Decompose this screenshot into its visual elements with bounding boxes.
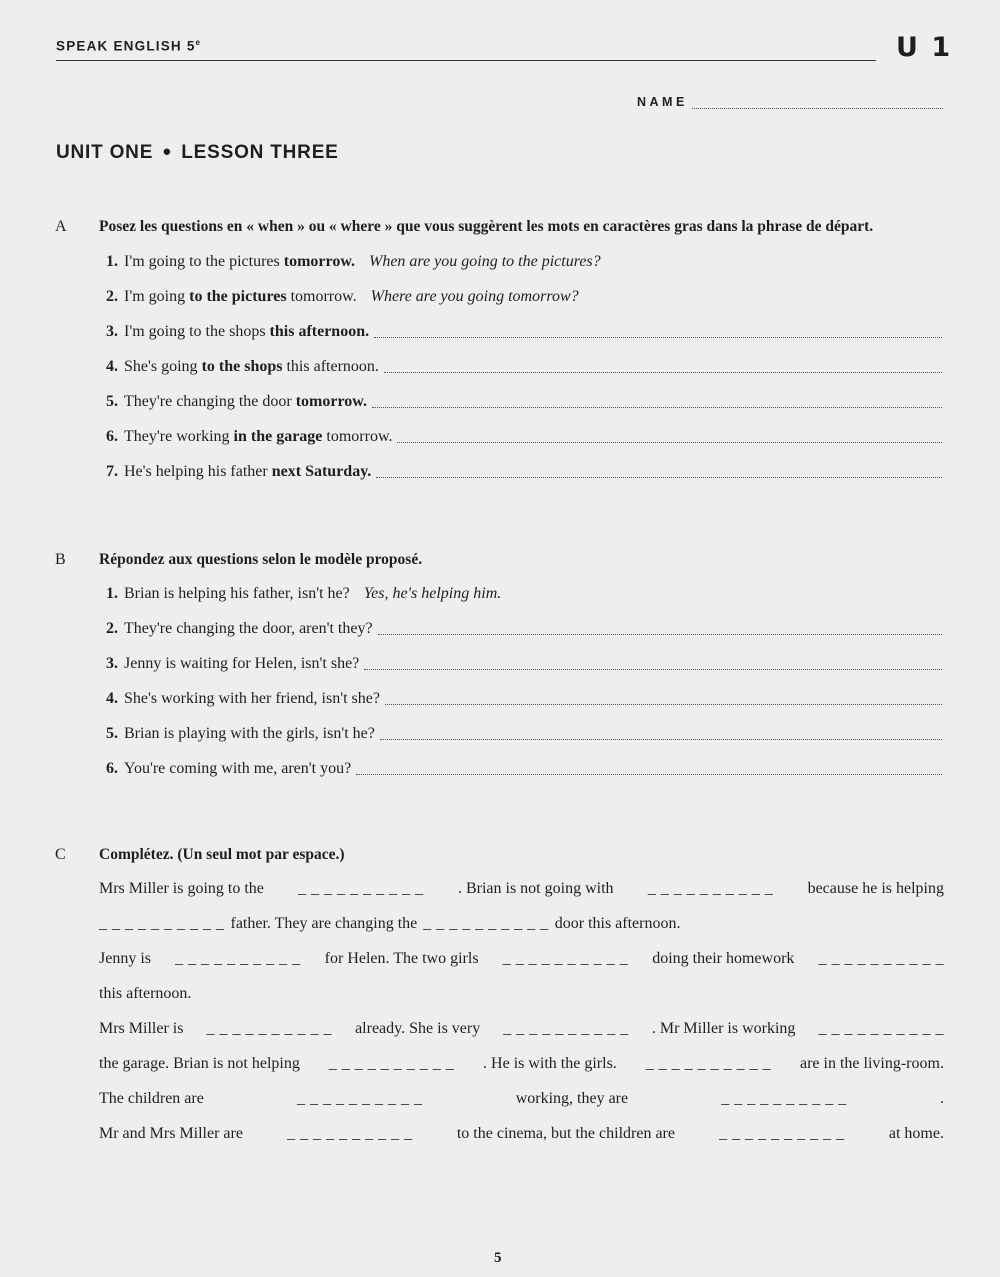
paragraph-text: door this afternoon. [554, 915, 681, 932]
item-question: She's working with her friend, isn't she? [124, 690, 380, 707]
sentence-text: I'm going to the pictures [124, 253, 284, 270]
item-number: 6. [106, 760, 118, 777]
paragraph-line [99, 1020, 944, 1038]
blank-space[interactable]: _ _ _ _ _ _ _ _ _ _ [818, 950, 944, 967]
item-sentence [124, 323, 369, 341]
item-answer: Where are you going tomorrow? [370, 288, 579, 305]
paragraph-text: Jenny is [99, 950, 151, 967]
exercise-item [106, 428, 942, 446]
blank-space[interactable]: _ _ _ _ _ _ _ _ _ _ [297, 1090, 423, 1107]
item-number: 4. [106, 358, 118, 375]
exercise-item [106, 585, 942, 603]
blank-space[interactable]: _ _ _ _ _ _ _ _ _ _ [721, 1090, 847, 1107]
item-question: Brian is helping his father, isn't he? [124, 585, 350, 602]
paragraph-text: Mrs Miller is [99, 1020, 184, 1037]
item-answer: Yes, he's helping him. [363, 585, 502, 602]
name-dotted-line[interactable] [692, 96, 943, 109]
paragraph-text: are in the living-room. [799, 1055, 944, 1072]
blank-space[interactable]: _ _ _ _ _ _ _ _ _ _ [503, 1020, 629, 1037]
blank-space[interactable]: _ _ _ _ _ _ _ _ _ _ [298, 880, 424, 897]
item-sentence [124, 288, 357, 306]
answer-dotted-line[interactable] [364, 657, 942, 670]
exercise-item [106, 725, 942, 743]
sentence-text: I'm going to the shops [124, 323, 270, 340]
paragraph-text: because he is helping [807, 880, 944, 897]
paragraph-line [99, 1125, 944, 1143]
paragraph-line [99, 880, 944, 898]
item-number: 2. [106, 620, 118, 637]
item-number: 5. [106, 393, 118, 410]
item-number: 7. [106, 463, 118, 480]
bullet-separator: ● [162, 143, 173, 160]
blank-space[interactable]: _ _ _ _ _ _ _ _ _ _ [502, 950, 629, 967]
item-sentence [124, 428, 392, 446]
paragraph-text: Mrs Miller is going to the [99, 880, 264, 897]
exercise-item [106, 393, 942, 411]
paragraph-line [99, 985, 944, 1003]
item-sentence [124, 393, 367, 411]
exercise-item [106, 620, 942, 638]
item-sentence [124, 253, 355, 271]
paragraph-text: The children are [99, 1090, 204, 1107]
sentence-bold: next Saturday. [271, 463, 372, 480]
unit-code: U 1 [896, 32, 953, 63]
item-sentence [124, 463, 371, 481]
item-question: They're changing the door, aren't they? [124, 620, 373, 637]
sentence-bold: to the shops [201, 358, 283, 375]
sentence-text-end: tomorrow. [322, 428, 393, 445]
exercise-item [106, 253, 942, 271]
item-number: 6. [106, 428, 118, 445]
sentence-bold: to the pictures [189, 288, 287, 305]
header-rule [56, 60, 876, 61]
item-number: 1. [106, 585, 118, 602]
paragraph-text: this afternoon. [99, 985, 192, 1002]
answer-dotted-line[interactable] [385, 692, 942, 705]
sentence-bold: tomorrow. [295, 393, 367, 410]
sentence-text: I'm going [124, 288, 190, 305]
item-number: 4. [106, 690, 118, 707]
paragraph-line [99, 915, 944, 933]
sentence-bold: tomorrow. [283, 253, 355, 270]
exercise-item [106, 690, 942, 708]
exercise-item [106, 323, 942, 341]
item-question: You're coming with me, aren't you? [124, 760, 352, 777]
answer-dotted-line[interactable] [378, 622, 942, 635]
paragraph-text: already. She is very [355, 1020, 481, 1037]
paragraph-text: for Helen. The two girls [324, 950, 479, 967]
name-field[interactable] [637, 95, 943, 109]
blank-space[interactable]: _ _ _ _ _ _ _ _ _ _ [647, 880, 774, 897]
paragraph-text: . He is with the girls. [483, 1055, 617, 1072]
answer-dotted-line[interactable] [397, 430, 942, 443]
unit-title [56, 142, 339, 164]
section-b-letter: B [55, 551, 66, 568]
item-number: 5. [106, 725, 118, 742]
blank-space[interactable]: _ _ _ _ _ _ _ _ _ _ [175, 950, 301, 967]
paragraph-text: father. They are changing the [230, 915, 418, 932]
paragraph-line [99, 1090, 944, 1108]
book-title: SPEAK ENGLISH 5e [56, 38, 200, 54]
exercise-item [106, 358, 942, 376]
item-number: 1. [106, 253, 118, 270]
blank-space[interactable]: _ _ _ _ _ _ _ _ _ _ [328, 1055, 455, 1072]
paragraph-line [99, 950, 944, 968]
section-c-letter: C [55, 846, 66, 863]
item-number: 3. [106, 655, 118, 672]
section-c-instruction: Complétez. (Un seul mot par espace.) [99, 846, 345, 863]
item-number: 2. [106, 288, 118, 305]
paragraph-text: . Brian is not going with [457, 880, 614, 897]
section-a-letter: A [55, 218, 67, 235]
paragraph-line [99, 1055, 944, 1073]
sentence-bold: this afternoon. [269, 323, 370, 340]
item-number: 3. [106, 323, 118, 340]
sentence-text-end: tomorrow. [286, 288, 357, 305]
blank-space[interactable]: _ _ _ _ _ _ _ _ _ _ [99, 915, 225, 932]
paragraph-text: at home. [888, 1125, 944, 1142]
item-sentence [124, 358, 379, 376]
paragraph-text: working, they are [515, 1090, 629, 1107]
blank-space[interactable]: _ _ _ _ _ _ _ _ _ _ [423, 915, 549, 932]
answer-dotted-line[interactable] [380, 727, 942, 740]
answer-dotted-line[interactable] [384, 360, 942, 373]
answer-dotted-line[interactable] [376, 465, 942, 478]
exercise-item [106, 760, 942, 778]
blank-space[interactable]: _ _ _ _ _ _ _ _ _ _ [287, 1125, 413, 1142]
unit-title-part1: UNIT ONE [56, 142, 154, 163]
paragraph-text: the garage. Brian is not helping [99, 1055, 300, 1072]
answer-dotted-line[interactable] [372, 395, 942, 408]
blank-space[interactable]: _ _ _ _ _ _ _ _ _ _ [719, 1125, 845, 1142]
name-label: NAME [637, 95, 688, 109]
section-a-instruction: Posez les questions en « when » ou « where » que vous suggèrent les mots en caractères gras dans la phrase de départ. [99, 218, 874, 235]
paragraph-text: doing their homework [652, 950, 795, 967]
blank-space[interactable]: _ _ _ _ _ _ _ _ _ _ [818, 1020, 944, 1037]
page-number: 5 [494, 1250, 502, 1266]
sentence-text-end: this afternoon. [282, 358, 379, 375]
item-answer: When are you going to the pictures? [369, 253, 601, 270]
item-question: Jenny is waiting for Helen, isn't she? [124, 655, 360, 672]
unit-title-part2: LESSON THREE [181, 142, 339, 163]
blank-space[interactable]: _ _ _ _ _ _ _ _ _ _ [645, 1055, 772, 1072]
exercise-item [106, 288, 942, 306]
sentence-bold: in the garage [233, 428, 323, 445]
paragraph-text: . Mr Miller is working [651, 1020, 796, 1037]
sentence-text: They're working [124, 428, 234, 445]
sentence-text: She's going [124, 358, 202, 375]
exercise-item [106, 655, 942, 673]
section-b-instruction: Répondez aux questions selon le modèle proposé. [99, 551, 423, 568]
paragraph-text: to the cinema, but the children are [456, 1125, 675, 1142]
paragraph-text: . [939, 1090, 944, 1107]
blank-space[interactable]: _ _ _ _ _ _ _ _ _ _ [206, 1020, 333, 1037]
item-question: Brian is playing with the girls, isn't he? [124, 725, 375, 742]
paragraph-text: Mr and Mrs Miller are [99, 1125, 243, 1142]
exercise-item [106, 463, 942, 481]
sentence-text: They're changing the door [124, 393, 296, 410]
answer-dotted-line[interactable] [374, 325, 942, 338]
answer-dotted-line[interactable] [356, 762, 942, 775]
sentence-text: He's helping his father [124, 463, 272, 480]
